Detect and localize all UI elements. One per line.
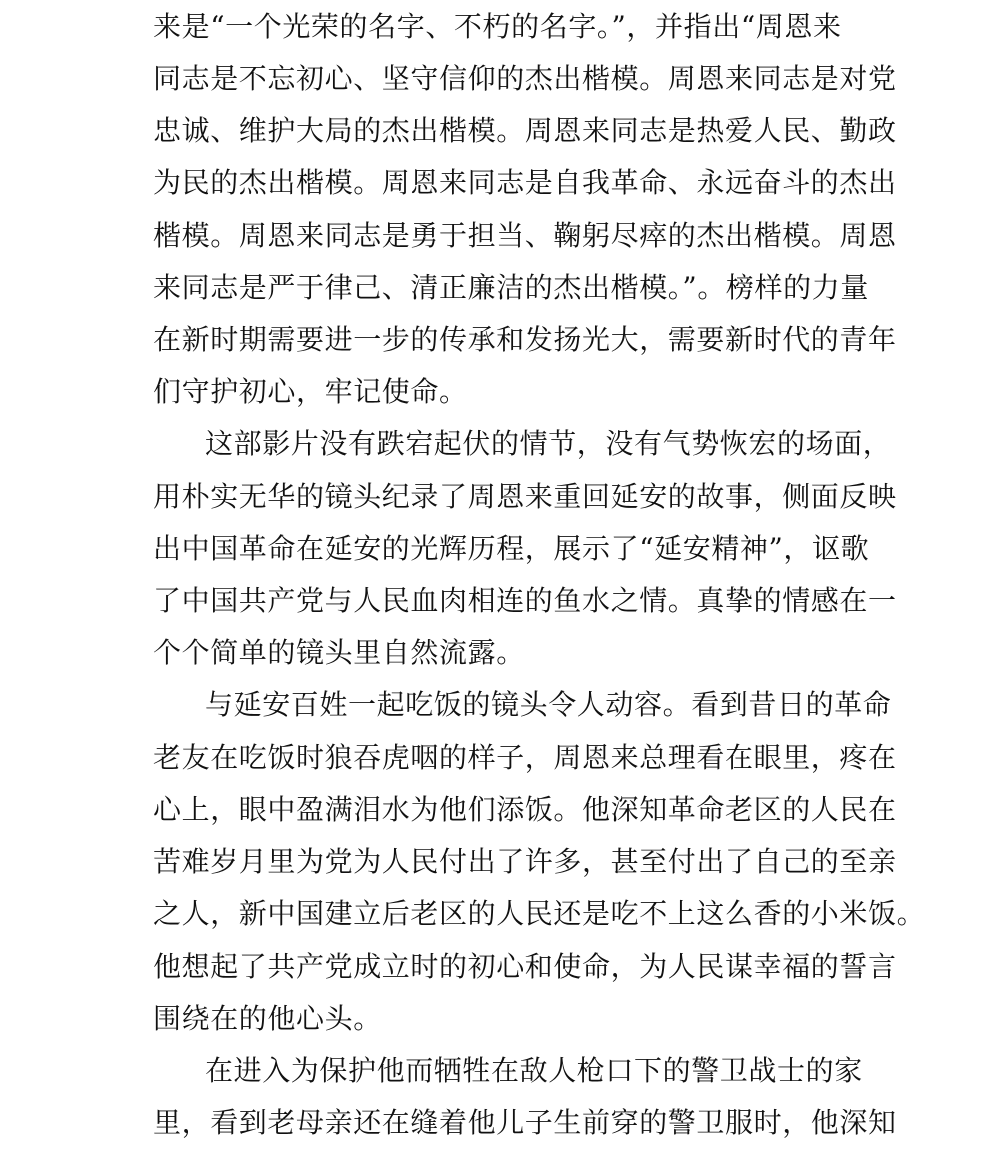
paragraph-line: 在新时期需要进一步的传承和发扬光大，需要新时代的青年 — [153, 323, 897, 356]
paragraph-line: 在进入为保护他而牺牲在敌人枪口下的警卫战士的家 — [205, 1054, 863, 1087]
paragraph-line: 围绕在的他心头。 — [153, 1002, 382, 1035]
paragraph-line: 个个简单的镜头里自然流露。 — [153, 636, 525, 669]
paragraph-line: 忠诚、维护大局的杰出楷模。周恩来同志是热爱人民、勤政 — [153, 114, 897, 147]
paragraph-line: 之人，新中国建立后老区的人民还是吃不上这么香的小米饭。 — [153, 897, 926, 930]
paragraph-line: 心上，眼中盈满泪水为他们添饭。他深知革命老区的人民在 — [153, 793, 897, 826]
paragraph-line: 用朴实无华的镜头纪录了周恩来重回延安的故事，侧面反映 — [153, 480, 897, 513]
paragraph-line: 了中国共产党与人民血肉相连的鱼水之情。真挚的情感在一 — [153, 584, 897, 617]
paragraph-line: 来同志是严于律己、清正廉洁的杰出楷模。”。榜样的力量 — [153, 271, 869, 304]
paragraph-line: 苦难岁月里为党为人民付出了许多，甚至付出了自己的至亲 — [153, 845, 897, 878]
paragraph-line: 老友在吃饭时狼吞虎咽的样子，周恩来总理看在眼里，疼在 — [153, 741, 897, 774]
paragraph-line: 来是“一个光荣的名字、不朽的名字。”，并指出“周恩来 — [153, 10, 842, 43]
paragraph-line: 出中国革命在延安的光辉历程，展示了“延安精神”，讴歌 — [153, 532, 870, 565]
paragraph-line: 这部影片没有跌宕起伏的情节，没有气势恢宏的场面， — [205, 427, 892, 460]
paragraph-line: 里，看到老母亲还在缝着他儿子生前穿的警卫服时，他深知 — [153, 1106, 897, 1139]
paragraph-line: 他想起了共产党成立时的初心和使命，为人民谋幸福的誓言 — [153, 950, 897, 983]
paragraph-line: 同志是不忘初心、坚守信仰的杰出楷模。周恩来同志是对党 — [153, 62, 897, 95]
paragraph-line: 们守护初心，牢记使命。 — [153, 375, 468, 408]
paragraph-line: 为民的杰出楷模。周恩来同志是自我革命、永远奋斗的杰出 — [153, 166, 897, 199]
paragraph-line: 与延安百姓一起吃饭的镜头令人动容。看到昔日的革命 — [205, 688, 892, 721]
paragraph-line: 楷模。周恩来同志是勇于担当、鞠躬尽瘁的杰出楷模。周恩 — [153, 219, 897, 252]
